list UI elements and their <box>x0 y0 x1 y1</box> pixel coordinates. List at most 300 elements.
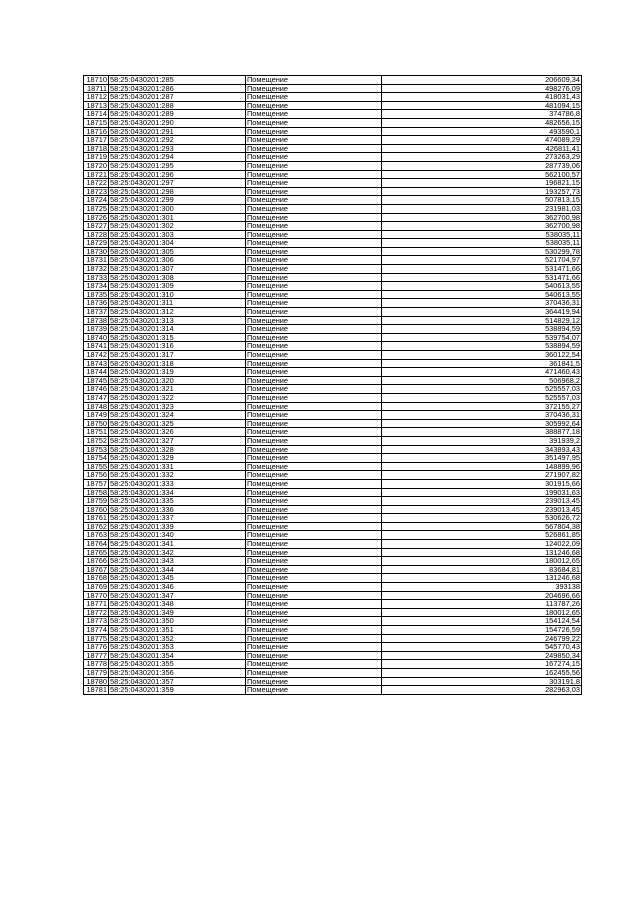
cadastral-number-cell: 58:25:0430201:326 <box>109 428 246 437</box>
table-row <box>84 651 582 660</box>
cadastral-number-cell: 58:25:0430201:332 <box>109 471 246 480</box>
cadastral-value-cell: 562100,57 <box>382 170 582 179</box>
row-number-cell: 18755 <box>84 462 109 471</box>
table-row <box>84 204 582 213</box>
table-row <box>84 660 582 669</box>
cadastral-number-cell: 58:25:0430201:324 <box>109 411 246 420</box>
cadastral-value-cell: 531471,66 <box>382 273 582 282</box>
cadastral-number-cell: 58:25:0430201:293 <box>109 144 246 153</box>
cadastral-number-cell: 58:25:0430201:348 <box>109 600 246 609</box>
row-number-cell: 18769 <box>84 583 109 592</box>
cadastral-number-cell: 58:25:0430201:307 <box>109 265 246 274</box>
cadastral-number-cell: 58:25:0430201:285 <box>109 76 246 85</box>
object-type-cell: Помещение <box>246 179 382 188</box>
cadastral-value-cell: 360122,54 <box>382 351 582 360</box>
cadastral-number-cell: 58:25:0430201:354 <box>109 651 246 660</box>
cadastral-number-cell: 58:25:0430201:347 <box>109 591 246 600</box>
table-row <box>84 411 582 420</box>
table-row <box>84 419 582 428</box>
row-number-cell: 18728 <box>84 230 109 239</box>
table-row <box>84 677 582 686</box>
cadastral-value-cell: 199031,63 <box>382 488 582 497</box>
object-type-cell: Помещение <box>246 101 382 110</box>
object-type-cell: Помещение <box>246 505 382 514</box>
table-row <box>84 359 582 368</box>
table-row <box>84 153 582 162</box>
row-number-cell: 18747 <box>84 393 109 402</box>
row-number-cell: 18758 <box>84 488 109 497</box>
cadastral-number-cell: 58:25:0430201:289 <box>109 110 246 119</box>
object-type-cell: Помещение <box>246 540 382 549</box>
object-type-cell: Помещение <box>246 497 382 506</box>
object-type-cell: Помещение <box>246 436 382 445</box>
row-number-cell: 18752 <box>84 436 109 445</box>
object-type-cell: Помещение <box>246 144 382 153</box>
row-number-cell: 18774 <box>84 626 109 635</box>
row-number-cell: 18719 <box>84 153 109 162</box>
cadastral-number-cell: 58:25:0430201:314 <box>109 325 246 334</box>
cadastral-value-cell: 567804,38 <box>382 522 582 531</box>
cadastral-number-cell: 58:25:0430201:316 <box>109 342 246 351</box>
cadastral-value-cell: 131246,68 <box>382 574 582 583</box>
cadastral-value-cell: 526861,85 <box>382 531 582 540</box>
table-row <box>84 273 582 282</box>
cadastral-value-cell: 538035,11 <box>382 230 582 239</box>
row-number-cell: 18741 <box>84 342 109 351</box>
cadastral-number-cell: 58:25:0430201:301 <box>109 213 246 222</box>
object-type-cell: Помещение <box>246 462 382 471</box>
row-number-cell: 18754 <box>84 454 109 463</box>
table-row <box>84 127 582 136</box>
cadastral-number-cell: 58:25:0430201:345 <box>109 574 246 583</box>
cadastral-number-cell: 58:25:0430201:342 <box>109 548 246 557</box>
object-type-cell: Помещение <box>246 548 382 557</box>
object-type-cell: Помещение <box>246 368 382 377</box>
cadastral-value-cell: 370436,31 <box>382 299 582 308</box>
row-number-cell: 18761 <box>84 514 109 523</box>
object-type-cell: Помещение <box>246 411 382 420</box>
row-number-cell: 18746 <box>84 385 109 394</box>
object-type-cell: Помещение <box>246 471 382 480</box>
cadastral-number-cell: 58:25:0430201:305 <box>109 247 246 256</box>
object-type-cell: Помещение <box>246 325 382 334</box>
cadastral-number-cell: 58:25:0430201:310 <box>109 290 246 299</box>
cadastral-number-cell: 58:25:0430201:295 <box>109 161 246 170</box>
row-number-cell: 18718 <box>84 144 109 153</box>
cadastral-value-cell: 393138 <box>382 583 582 592</box>
cadastral-value-cell: 493590,1 <box>382 127 582 136</box>
table-row <box>84 557 582 566</box>
table-row <box>84 626 582 635</box>
row-number-cell: 18716 <box>84 127 109 136</box>
row-number-cell: 18763 <box>84 531 109 540</box>
object-type-cell: Помещение <box>246 256 382 265</box>
cadastral-number-cell: 58:25:0430201:336 <box>109 505 246 514</box>
cadastral-number-cell: 58:25:0430201:343 <box>109 557 246 566</box>
table-row <box>84 282 582 291</box>
table-row <box>84 531 582 540</box>
cadastral-number-cell: 58:25:0430201:355 <box>109 660 246 669</box>
object-type-cell: Помещение <box>246 136 382 145</box>
cadastral-number-cell: 58:25:0430201:313 <box>109 316 246 325</box>
cadastral-value-cell: 514829,12 <box>382 316 582 325</box>
cadastral-number-cell: 58:25:0430201:350 <box>109 617 246 626</box>
cadastral-value-cell: 287739,06 <box>382 161 582 170</box>
cadastral-value-cell: 538894,59 <box>382 325 582 334</box>
object-type-cell: Помещение <box>246 213 382 222</box>
table-row <box>84 230 582 239</box>
cadastral-value-cell: 131246,68 <box>382 548 582 557</box>
table-row <box>84 376 582 385</box>
cadastral-number-cell: 58:25:0430201:315 <box>109 333 246 342</box>
row-number-cell: 18715 <box>84 118 109 127</box>
cadastral-value-cell: 474089,29 <box>382 136 582 145</box>
cadastral-value-table <box>83 75 582 695</box>
row-number-cell: 18781 <box>84 686 109 695</box>
cadastral-value-cell: 113787,26 <box>382 600 582 609</box>
row-number-cell: 18739 <box>84 325 109 334</box>
table-row <box>84 333 582 342</box>
object-type-cell: Помещение <box>246 222 382 231</box>
object-type-cell: Помещение <box>246 600 382 609</box>
object-type-cell: Помещение <box>246 153 382 162</box>
object-type-cell: Помещение <box>246 402 382 411</box>
table-row <box>84 247 582 256</box>
object-type-cell: Помещение <box>246 617 382 626</box>
cadastral-value-cell: 167274,15 <box>382 660 582 669</box>
table-row <box>84 471 582 480</box>
cadastral-number-cell: 58:25:0430201:312 <box>109 308 246 317</box>
row-number-cell: 18760 <box>84 505 109 514</box>
row-number-cell: 18762 <box>84 522 109 531</box>
cadastral-value-cell: 206609,34 <box>382 76 582 85</box>
row-number-cell: 18724 <box>84 196 109 205</box>
object-type-cell: Помещение <box>246 385 382 394</box>
row-number-cell: 18772 <box>84 608 109 617</box>
table-row <box>84 462 582 471</box>
cadastral-value-cell: 271907,82 <box>382 471 582 480</box>
table-row <box>84 342 582 351</box>
table-row <box>84 402 582 411</box>
table-row <box>84 118 582 127</box>
table-row <box>84 488 582 497</box>
cadastral-number-cell: 58:25:0430201:318 <box>109 359 246 368</box>
object-type-cell: Помещение <box>246 230 382 239</box>
table-row <box>84 110 582 119</box>
cadastral-value-cell: 246799,22 <box>382 634 582 643</box>
row-number-cell: 18721 <box>84 170 109 179</box>
cadastral-value-cell: 482656,15 <box>382 118 582 127</box>
row-number-cell: 18749 <box>84 411 109 420</box>
object-type-cell: Помещение <box>246 247 382 256</box>
object-type-cell: Помещение <box>246 333 382 342</box>
object-type-cell: Помещение <box>246 342 382 351</box>
cadastral-number-cell: 58:25:0430201:296 <box>109 170 246 179</box>
cadastral-value-cell: 154726,59 <box>382 626 582 635</box>
table-row <box>84 574 582 583</box>
cadastral-number-cell: 58:25:0430201:331 <box>109 462 246 471</box>
row-number-cell: 18748 <box>84 402 109 411</box>
cadastral-number-cell: 58:25:0430201:357 <box>109 677 246 686</box>
table-row <box>84 239 582 248</box>
table-row <box>84 479 582 488</box>
table-row <box>84 144 582 153</box>
cadastral-value-cell: 204696,66 <box>382 591 582 600</box>
object-type-cell: Помещение <box>246 308 382 317</box>
row-number-cell: 18778 <box>84 660 109 669</box>
cadastral-number-cell: 58:25:0430201:335 <box>109 497 246 506</box>
cadastral-value-cell: 540613,55 <box>382 282 582 291</box>
table-row <box>84 591 582 600</box>
row-number-cell: 18776 <box>84 643 109 652</box>
table-row <box>84 256 582 265</box>
row-number-cell: 18768 <box>84 574 109 583</box>
cadastral-number-cell: 58:25:0430201:306 <box>109 256 246 265</box>
row-number-cell: 18735 <box>84 290 109 299</box>
table-row <box>84 617 582 626</box>
cadastral-number-cell: 58:25:0430201:287 <box>109 93 246 102</box>
cadastral-number-cell: 58:25:0430201:297 <box>109 179 246 188</box>
row-number-cell: 18773 <box>84 617 109 626</box>
table-row <box>84 548 582 557</box>
cadastral-value-cell: 196821,15 <box>382 179 582 188</box>
table-row <box>84 428 582 437</box>
object-type-cell: Помещение <box>246 608 382 617</box>
table-body <box>84 76 582 695</box>
cadastral-number-cell: 58:25:0430201:294 <box>109 153 246 162</box>
object-type-cell: Помещение <box>246 282 382 291</box>
cadastral-number-cell: 58:25:0430201:291 <box>109 127 246 136</box>
cadastral-value-cell: 231981,03 <box>382 204 582 213</box>
cadastral-number-cell: 58:25:0430201:359 <box>109 686 246 695</box>
cadastral-value-cell: 351497,95 <box>382 454 582 463</box>
object-type-cell: Помещение <box>246 626 382 635</box>
row-number-cell: 18751 <box>84 428 109 437</box>
cadastral-value-cell: 239013,45 <box>382 505 582 514</box>
object-type-cell: Помещение <box>246 428 382 437</box>
row-number-cell: 18756 <box>84 471 109 480</box>
cadastral-number-cell: 58:25:0430201:290 <box>109 118 246 127</box>
table-row <box>84 187 582 196</box>
cadastral-number-cell: 58:25:0430201:298 <box>109 187 246 196</box>
cadastral-number-cell: 58:25:0430201:321 <box>109 385 246 394</box>
row-number-cell: 18722 <box>84 179 109 188</box>
object-type-cell: Помещение <box>246 84 382 93</box>
object-type-cell: Помещение <box>246 479 382 488</box>
object-type-cell: Помещение <box>246 574 382 583</box>
row-number-cell: 18779 <box>84 668 109 677</box>
table-row <box>84 445 582 454</box>
table-row <box>84 600 582 609</box>
cadastral-number-cell: 58:25:0430201:302 <box>109 222 246 231</box>
cadastral-number-cell: 58:25:0430201:341 <box>109 540 246 549</box>
object-type-cell: Помещение <box>246 514 382 523</box>
cadastral-value-cell: 531471,66 <box>382 265 582 274</box>
cadastral-value-cell: 364419,94 <box>382 308 582 317</box>
object-type-cell: Помещение <box>246 393 382 402</box>
cadastral-number-cell: 58:25:0430201:303 <box>109 230 246 239</box>
table-row <box>84 265 582 274</box>
cadastral-value-cell: 249850,34 <box>382 651 582 660</box>
cadastral-value-cell: 303191,8 <box>382 677 582 686</box>
cadastral-number-cell: 58:25:0430201:351 <box>109 626 246 635</box>
cadastral-value-cell: 507813,15 <box>382 196 582 205</box>
table-row <box>84 505 582 514</box>
cadastral-number-cell: 58:25:0430201:317 <box>109 351 246 360</box>
object-type-cell: Помещение <box>246 265 382 274</box>
cadastral-value-cell: 362700,98 <box>382 222 582 231</box>
table-row <box>84 436 582 445</box>
table-row <box>84 454 582 463</box>
table-row <box>84 643 582 652</box>
cadastral-number-cell: 58:25:0430201:352 <box>109 634 246 643</box>
row-number-cell: 18753 <box>84 445 109 454</box>
cadastral-value-cell: 418031,43 <box>382 93 582 102</box>
object-type-cell: Помещение <box>246 419 382 428</box>
table-row <box>84 84 582 93</box>
object-type-cell: Помещение <box>246 677 382 686</box>
table-row <box>84 686 582 695</box>
row-number-cell: 18757 <box>84 479 109 488</box>
object-type-cell: Помещение <box>246 522 382 531</box>
row-number-cell: 18729 <box>84 239 109 248</box>
object-type-cell: Помещение <box>246 127 382 136</box>
cadastral-number-cell: 58:25:0430201:322 <box>109 393 246 402</box>
table-row <box>84 565 582 574</box>
row-number-cell: 18743 <box>84 359 109 368</box>
table-row <box>84 522 582 531</box>
object-type-cell: Помещение <box>246 110 382 119</box>
table-row <box>84 351 582 360</box>
cadastral-number-cell: 58:25:0430201:319 <box>109 368 246 377</box>
cadastral-number-cell: 58:25:0430201:304 <box>109 239 246 248</box>
table-row <box>84 497 582 506</box>
object-type-cell: Помещение <box>246 273 382 282</box>
object-type-cell: Помещение <box>246 187 382 196</box>
cadastral-value-cell: 180012,65 <box>382 608 582 617</box>
cadastral-number-cell: 58:25:0430201:325 <box>109 419 246 428</box>
row-number-cell: 18714 <box>84 110 109 119</box>
cadastral-value-cell: 374786,8 <box>382 110 582 119</box>
row-number-cell: 18738 <box>84 316 109 325</box>
cadastral-number-cell: 58:25:0430201:309 <box>109 282 246 291</box>
cadastral-value-cell: 239013,45 <box>382 497 582 506</box>
cadastral-number-cell: 58:25:0430201:333 <box>109 479 246 488</box>
table-row <box>84 668 582 677</box>
cadastral-value-cell: 361841,5 <box>382 359 582 368</box>
row-number-cell: 18780 <box>84 677 109 686</box>
row-number-cell: 18777 <box>84 651 109 660</box>
table-row <box>84 170 582 179</box>
row-number-cell: 18766 <box>84 557 109 566</box>
table-row <box>84 76 582 85</box>
object-type-cell: Помещение <box>246 351 382 360</box>
cadastral-value-cell: 471460,43 <box>382 368 582 377</box>
cadastral-number-cell: 58:25:0430201:334 <box>109 488 246 497</box>
table-row <box>84 583 582 592</box>
row-number-cell: 18775 <box>84 634 109 643</box>
row-number-cell: 18764 <box>84 540 109 549</box>
row-number-cell: 18732 <box>84 265 109 274</box>
cadastral-value-cell: 538035,11 <box>382 239 582 248</box>
cadastral-value-cell: 539754,07 <box>382 333 582 342</box>
object-type-cell: Помещение <box>246 290 382 299</box>
cadastral-number-cell: 58:25:0430201:300 <box>109 204 246 213</box>
object-type-cell: Помещение <box>246 531 382 540</box>
cadastral-value-cell: 426811,41 <box>382 144 582 153</box>
object-type-cell: Помещение <box>246 316 382 325</box>
cadastral-value-cell: 545770,43 <box>382 643 582 652</box>
table-row <box>84 101 582 110</box>
table-row <box>84 325 582 334</box>
row-number-cell: 18742 <box>84 351 109 360</box>
row-number-cell: 18736 <box>84 299 109 308</box>
row-number-cell: 18726 <box>84 213 109 222</box>
row-number-cell: 18767 <box>84 565 109 574</box>
object-type-cell: Помещение <box>246 170 382 179</box>
cadastral-number-cell: 58:25:0430201:346 <box>109 583 246 592</box>
cadastral-number-cell: 58:25:0430201:286 <box>109 84 246 93</box>
cadastral-number-cell: 58:25:0430201:292 <box>109 136 246 145</box>
cadastral-number-cell: 58:25:0430201:328 <box>109 445 246 454</box>
object-type-cell: Помещение <box>246 118 382 127</box>
row-number-cell: 18750 <box>84 419 109 428</box>
cadastral-number-cell: 58:25:0430201:323 <box>109 402 246 411</box>
table-row <box>84 608 582 617</box>
cadastral-value-cell: 506968,2 <box>382 376 582 385</box>
object-type-cell: Помещение <box>246 376 382 385</box>
table-row <box>84 161 582 170</box>
cadastral-value-cell: 154124,54 <box>382 617 582 626</box>
object-type-cell: Помещение <box>246 204 382 213</box>
object-type-cell: Помещение <box>246 591 382 600</box>
row-number-cell: 18770 <box>84 591 109 600</box>
table-row <box>84 299 582 308</box>
object-type-cell: Помещение <box>246 445 382 454</box>
table-row <box>84 136 582 145</box>
object-type-cell: Помещение <box>246 565 382 574</box>
cadastral-value-cell: 525557,03 <box>382 385 582 394</box>
cadastral-number-cell: 58:25:0430201:337 <box>109 514 246 523</box>
table-row <box>84 290 582 299</box>
cadastral-value-cell: 370436,31 <box>382 411 582 420</box>
row-number-cell: 18734 <box>84 282 109 291</box>
row-number-cell: 18737 <box>84 308 109 317</box>
cadastral-value-cell: 305992,64 <box>382 419 582 428</box>
cadastral-value-cell: 162455,56 <box>382 668 582 677</box>
table-row <box>84 213 582 222</box>
table-row <box>84 316 582 325</box>
object-type-cell: Помещение <box>246 454 382 463</box>
cadastral-value-cell: 498276,09 <box>382 84 582 93</box>
row-number-cell: 18730 <box>84 247 109 256</box>
cadastral-value-cell: 124022,09 <box>382 540 582 549</box>
object-type-cell: Помещение <box>246 668 382 677</box>
table-row <box>84 634 582 643</box>
cadastral-value-cell: 481094,15 <box>382 101 582 110</box>
object-type-cell: Помещение <box>246 161 382 170</box>
row-number-cell: 18712 <box>84 93 109 102</box>
table-row <box>84 196 582 205</box>
cadastral-number-cell: 58:25:0430201:327 <box>109 436 246 445</box>
cadastral-value-cell: 180012,65 <box>382 557 582 566</box>
object-type-cell: Помещение <box>246 488 382 497</box>
object-type-cell: Помещение <box>246 196 382 205</box>
cadastral-value-cell: 372155,27 <box>382 402 582 411</box>
cadastral-value-cell: 193257,73 <box>382 187 582 196</box>
table-row <box>84 93 582 102</box>
row-number-cell: 18727 <box>84 222 109 231</box>
